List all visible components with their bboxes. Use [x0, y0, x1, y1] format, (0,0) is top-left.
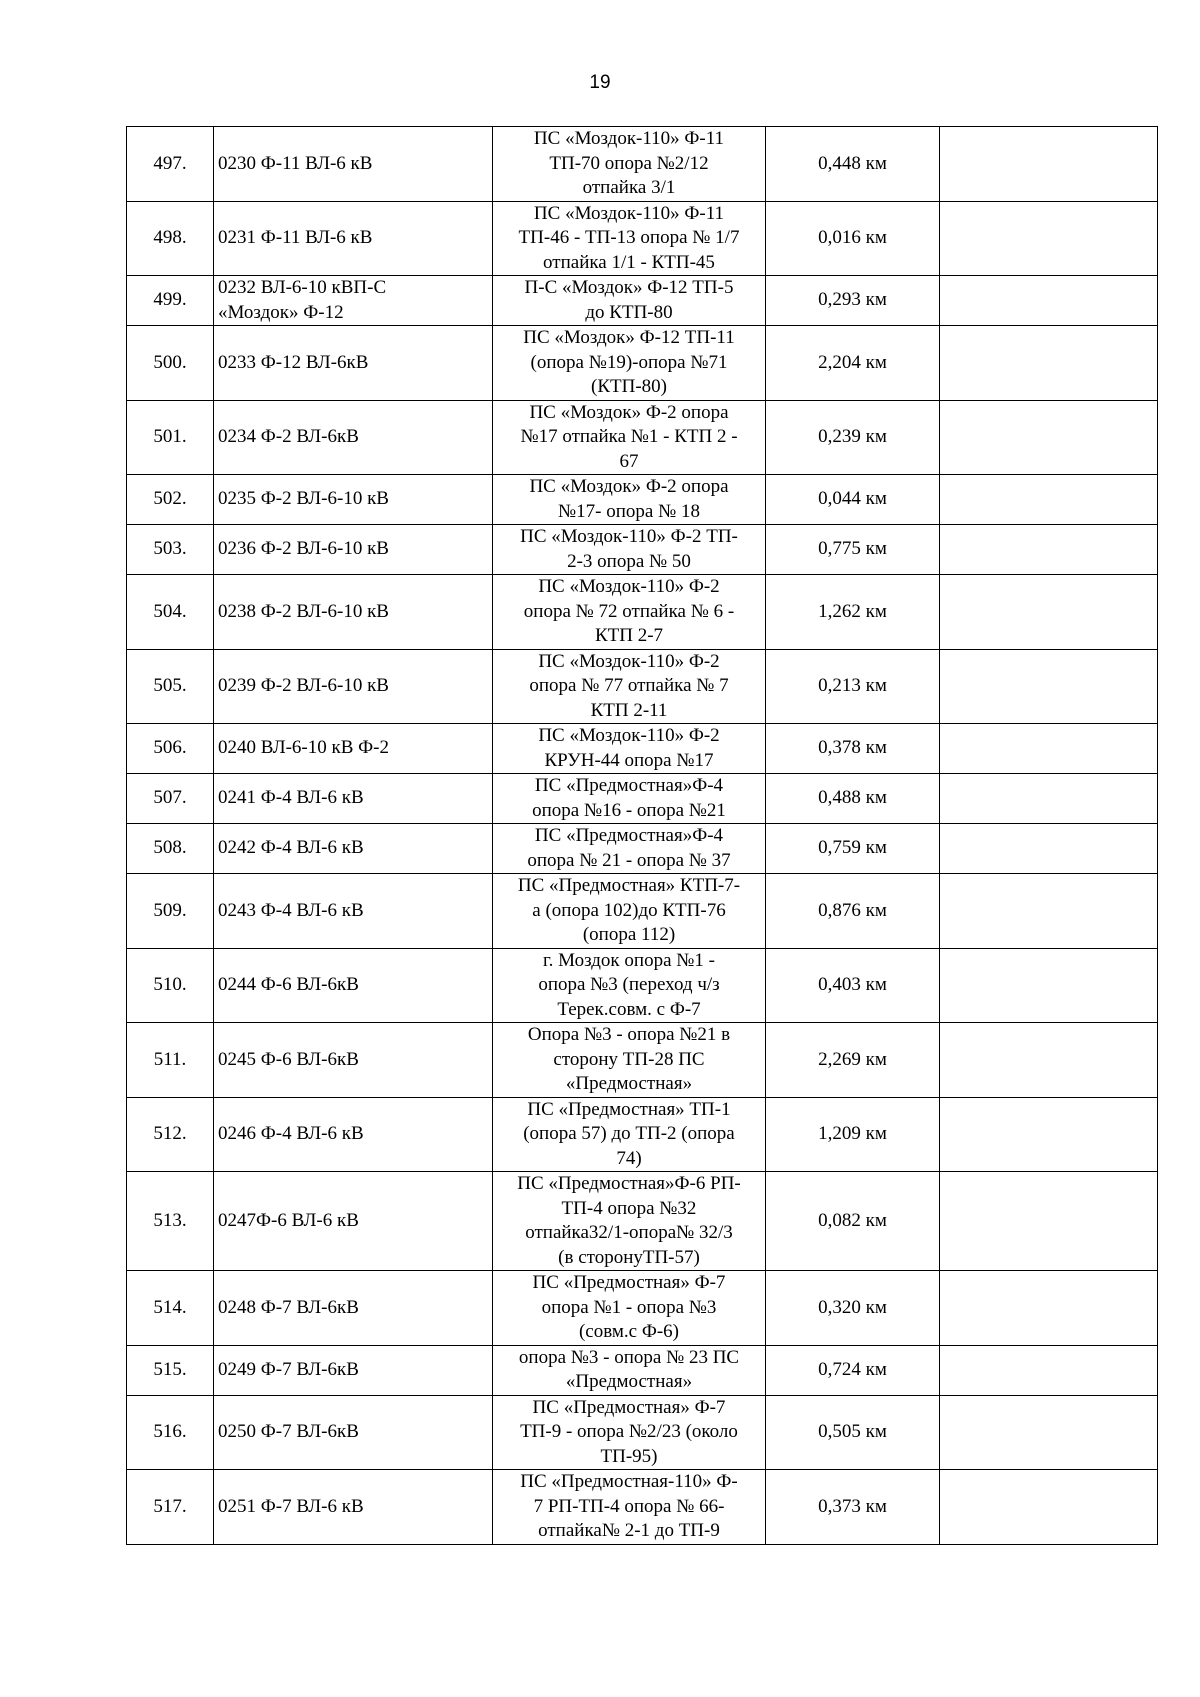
- line-location: [493, 948, 766, 1023]
- table-row: [127, 127, 1158, 202]
- name-line: 0245 Ф-6 ВЛ-6кВ: [218, 1048, 359, 1070]
- name-line: 0243 Ф-4 ВЛ-6 кВ: [218, 899, 364, 921]
- line-location: [493, 475, 766, 525]
- line-name: [214, 948, 493, 1023]
- row-number: 502.: [127, 475, 214, 525]
- location-line: ПС «Моздок-110» Ф-2: [538, 576, 720, 597]
- empty-cell: [940, 1395, 1158, 1470]
- location-line: ПС «Предмостная»Ф-4: [534, 825, 724, 846]
- location-line: ТП-46 - ТП-13 опора № 1/7: [518, 227, 740, 248]
- location-line: «Предмостная»: [565, 1371, 693, 1392]
- line-length: 0,724 км: [766, 1345, 940, 1395]
- line-location: [493, 1172, 766, 1271]
- row-number: 497.: [127, 127, 214, 202]
- line-location: [493, 575, 766, 650]
- empty-cell: [940, 1271, 1158, 1346]
- location-line: ТП-70 опора №2/12: [549, 152, 709, 174]
- location-line: КТП 2-11: [590, 699, 668, 721]
- empty-cell: [940, 1023, 1158, 1098]
- row-number: 511.: [127, 1023, 214, 1098]
- line-name: [214, 649, 493, 724]
- location-line: а (опора 102)до КТП-76: [532, 899, 726, 921]
- empty-cell: [940, 649, 1158, 724]
- location-line: отпайка 3/1: [582, 177, 676, 198]
- table-row: [127, 326, 1158, 401]
- line-length: 2,204 км: [766, 326, 940, 401]
- location-line: (в сторонуТП-57): [558, 1246, 700, 1268]
- name-line: 0238 Ф-2 ВЛ-6-10 кВ: [218, 600, 389, 622]
- line-name: [214, 525, 493, 575]
- line-length: 2,269 км: [766, 1023, 940, 1098]
- location-line: ПС «Предмостная» ТП-1: [527, 1098, 731, 1120]
- row-number: 517.: [127, 1470, 214, 1545]
- name-line: 0233 Ф-12 ВЛ-6кВ: [218, 351, 369, 373]
- line-location: [493, 649, 766, 724]
- empty-cell: [940, 1470, 1158, 1545]
- empty-cell: [940, 400, 1158, 475]
- name-line: 0251 Ф-7 ВЛ-6 кВ: [218, 1495, 364, 1517]
- location-line: 67: [619, 450, 639, 472]
- empty-cell: [940, 525, 1158, 575]
- line-name: [214, 1345, 493, 1395]
- location-line: ПС «Моздок» Ф-12 ТП-11: [523, 327, 735, 348]
- row-number: 503.: [127, 525, 214, 575]
- location-line: «Предмостная»: [565, 1073, 693, 1094]
- empty-cell: [940, 874, 1158, 949]
- name-line: 0244 Ф-6 ВЛ-6кВ: [218, 974, 359, 995]
- line-name: [214, 575, 493, 650]
- empty-cell: [940, 724, 1158, 774]
- empty-cell: [940, 1097, 1158, 1172]
- table-row: [127, 201, 1158, 276]
- name-line: 0250 Ф-7 ВЛ-6кВ: [218, 1421, 359, 1442]
- row-number: 499.: [127, 276, 214, 326]
- line-location: [493, 824, 766, 874]
- location-line: отпайка32/1-опора№ 32/3: [525, 1222, 733, 1243]
- location-line: ПС «Моздок-110» Ф-11: [533, 128, 725, 149]
- line-name: [214, 1395, 493, 1470]
- name-line: «Моздок» Ф-12: [218, 301, 344, 323]
- location-line: (опора 112): [582, 924, 676, 945]
- location-line: до КТП-80: [585, 301, 673, 323]
- line-length: 0,239 км: [766, 400, 940, 475]
- location-line: (совм.с Ф-6): [578, 1321, 680, 1342]
- name-line: 0246 Ф-4 ВЛ-6 кВ: [218, 1123, 364, 1144]
- empty-cell: [940, 774, 1158, 824]
- location-line: ТП-9 - опора №2/23 (около: [520, 1421, 738, 1442]
- location-line: П-С «Моздок» Ф-12 ТП-5: [524, 277, 734, 298]
- line-length: 0,505 км: [766, 1395, 940, 1470]
- table-row: [127, 1023, 1158, 1098]
- line-length: 0,016 км: [766, 201, 940, 276]
- location-line: ПС «Предмостная» Ф-7: [532, 1272, 726, 1293]
- table-row: [127, 575, 1158, 650]
- name-line: 0249 Ф-7 ВЛ-6кВ: [218, 1358, 359, 1380]
- location-line: Терек.совм. с Ф-7: [557, 998, 701, 1020]
- location-line: ПС «Моздок» Ф-2 опора: [529, 476, 729, 497]
- line-length: 0,213 км: [766, 649, 940, 724]
- location-line: КРУН-44 опора №17: [544, 749, 714, 771]
- name-line: 0247Ф-6 ВЛ-6 кВ: [218, 1209, 359, 1231]
- location-line: сторону ТП-28 ПС: [553, 1048, 705, 1070]
- line-location: [493, 774, 766, 824]
- line-location: [493, 724, 766, 774]
- location-line: опора №3 - опора № 23 ПС: [518, 1346, 740, 1368]
- line-location: [493, 1271, 766, 1346]
- line-length: 0,488 км: [766, 774, 940, 824]
- table-row: [127, 724, 1158, 774]
- location-line: ПС «Предмостная» КТП-7-: [517, 875, 741, 896]
- row-number: 507.: [127, 774, 214, 824]
- empty-cell: [940, 575, 1158, 650]
- empty-cell: [940, 948, 1158, 1023]
- line-name: [214, 824, 493, 874]
- table-row: [127, 276, 1158, 326]
- row-number: 510.: [127, 948, 214, 1023]
- line-length: 0,082 км: [766, 1172, 940, 1271]
- line-length: 0,448 км: [766, 127, 940, 202]
- page-number: 19: [589, 72, 611, 93]
- empty-cell: [940, 475, 1158, 525]
- row-number: 515.: [127, 1345, 214, 1395]
- line-location: [493, 525, 766, 575]
- table-row: [127, 400, 1158, 475]
- location-line: ПС «Моздок-110» Ф-2 ТП-: [520, 526, 738, 547]
- line-location: [493, 127, 766, 202]
- location-line: 74): [616, 1147, 642, 1169]
- line-location: [493, 1097, 766, 1172]
- line-name: [214, 774, 493, 824]
- table-row: [127, 475, 1158, 525]
- row-number: 508.: [127, 824, 214, 874]
- location-line: ПС «Моздок-110» Ф-11: [533, 202, 725, 224]
- name-line: 0236 Ф-2 ВЛ-6-10 кВ: [218, 538, 389, 560]
- row-number: 509.: [127, 874, 214, 949]
- line-location: [493, 1345, 766, 1395]
- name-line: 0241 Ф-4 ВЛ-6 кВ: [218, 787, 364, 809]
- table-row: [127, 948, 1158, 1023]
- location-line: 7 РП-ТП-4 опора № 66-: [533, 1495, 725, 1517]
- table-row: [127, 649, 1158, 724]
- location-line: опора № 21 - опора № 37: [527, 849, 731, 871]
- location-line: опора № 72 отпайка № 6 -: [523, 600, 735, 622]
- line-name: [214, 1271, 493, 1346]
- line-name: [214, 1023, 493, 1098]
- line-length: 0,759 км: [766, 824, 940, 874]
- empty-cell: [940, 201, 1158, 276]
- table-row: [127, 1172, 1158, 1271]
- line-name: [214, 326, 493, 401]
- location-line: ПС «Предмостная»Ф-4: [534, 775, 724, 796]
- line-name: [214, 1172, 493, 1271]
- row-number: 498.: [127, 201, 214, 276]
- line-location: [493, 1023, 766, 1098]
- table-row: [127, 824, 1158, 874]
- table-row: [127, 774, 1158, 824]
- empty-cell: [940, 127, 1158, 202]
- location-line: г. Моздок опора №1 -: [543, 949, 715, 971]
- line-name: [214, 724, 493, 774]
- row-number: 516.: [127, 1395, 214, 1470]
- empty-cell: [940, 276, 1158, 326]
- power-lines-table: [126, 126, 1158, 1545]
- line-length: 1,209 км: [766, 1097, 940, 1172]
- location-line: (КТП-80): [591, 376, 667, 397]
- location-line: опора № 77 отпайка № 7: [529, 675, 729, 696]
- location-line: №17- опора № 18: [558, 500, 700, 522]
- line-location: [493, 1470, 766, 1545]
- row-number: 513.: [127, 1172, 214, 1271]
- line-length: 0,293 км: [766, 276, 940, 326]
- location-line: отпайка№ 2-1 до ТП-9: [538, 1520, 720, 1541]
- line-length: 0,403 км: [766, 948, 940, 1023]
- location-line: ПС «Моздок-110» Ф-2: [538, 725, 720, 746]
- name-line: 0230 Ф-11 ВЛ-6 кВ: [218, 152, 373, 174]
- row-number: 512.: [127, 1097, 214, 1172]
- location-line: ПС «Моздок» Ф-2 опора: [529, 401, 729, 423]
- location-line: отпайка 1/1 - КТП-45: [543, 251, 715, 273]
- name-line: 0232 ВЛ-6-10 кВП-С: [218, 277, 387, 298]
- row-number: 500.: [127, 326, 214, 401]
- empty-cell: [940, 1172, 1158, 1271]
- name-line: 0240 ВЛ-6-10 кВ Ф-2: [218, 737, 389, 759]
- empty-cell: [940, 1345, 1158, 1395]
- table-row: [127, 1097, 1158, 1172]
- row-number: 504.: [127, 575, 214, 650]
- name-line: 0248 Ф-7 ВЛ-6кВ: [218, 1296, 359, 1318]
- empty-cell: [940, 326, 1158, 401]
- table-body: [127, 127, 1158, 1545]
- location-line: ПС «Предмостная» Ф-7: [532, 1396, 726, 1418]
- location-line: Опора №3 - опора №21 в: [527, 1024, 731, 1045]
- line-name: [214, 400, 493, 475]
- line-location: [493, 276, 766, 326]
- line-location: [493, 874, 766, 949]
- line-name: [214, 874, 493, 949]
- location-line: ТП-95): [600, 1445, 658, 1467]
- line-length: 0,373 км: [766, 1470, 940, 1545]
- row-number: 506.: [127, 724, 214, 774]
- line-name: [214, 276, 493, 326]
- table-row: [127, 874, 1158, 949]
- line-name: [214, 127, 493, 202]
- line-name: [214, 475, 493, 525]
- line-name: [214, 1470, 493, 1545]
- name-line: 0234 Ф-2 ВЛ-6кВ: [218, 426, 359, 447]
- table-row: [127, 525, 1158, 575]
- line-length: 0,775 км: [766, 525, 940, 575]
- table-row: [127, 1395, 1158, 1470]
- line-length: 0,320 км: [766, 1271, 940, 1346]
- table-row: [127, 1271, 1158, 1346]
- line-length: 1,262 км: [766, 575, 940, 650]
- location-line: 2-3 опора № 50: [567, 550, 691, 572]
- location-line: ТП-4 опора №32: [561, 1197, 697, 1219]
- line-length: 0,378 км: [766, 724, 940, 774]
- location-line: (опора 57) до ТП-2 (опора: [523, 1123, 735, 1144]
- empty-cell: [940, 824, 1158, 874]
- location-line: №17 отпайка №1 - КТП 2 -: [520, 426, 738, 447]
- line-location: [493, 1395, 766, 1470]
- row-number: 501.: [127, 400, 214, 475]
- name-line: 0239 Ф-2 ВЛ-6-10 кВ: [218, 675, 389, 696]
- location-line: КТП 2-7: [594, 625, 664, 646]
- name-line: 0235 Ф-2 ВЛ-6-10 кВ: [218, 488, 389, 510]
- location-line: ПС «Предмостная»Ф-6 РП-: [517, 1173, 741, 1194]
- line-name: [214, 1097, 493, 1172]
- row-number: 514.: [127, 1271, 214, 1346]
- table-row: [127, 1470, 1158, 1545]
- line-location: [493, 400, 766, 475]
- table-row: [127, 1345, 1158, 1395]
- line-length: 0,044 км: [766, 475, 940, 525]
- line-location: [493, 326, 766, 401]
- name-line: 0242 Ф-4 ВЛ-6 кВ: [218, 837, 364, 859]
- line-name: [214, 201, 493, 276]
- location-line: опора №1 - опора №3: [541, 1296, 717, 1318]
- location-line: ПС «Предмостная-110» Ф-: [520, 1471, 738, 1492]
- location-line: опора №16 - опора №21: [532, 799, 726, 821]
- row-number: 505.: [127, 649, 214, 724]
- location-line: опора №3 (переход ч/з: [538, 974, 720, 995]
- location-line: (опора №19)-опора №71: [530, 351, 728, 373]
- location-line: ПС «Моздок-110» Ф-2: [538, 650, 720, 672]
- name-line: 0231 Ф-11 ВЛ-6 кВ: [218, 227, 373, 248]
- line-location: [493, 201, 766, 276]
- line-length: 0,876 км: [766, 874, 940, 949]
